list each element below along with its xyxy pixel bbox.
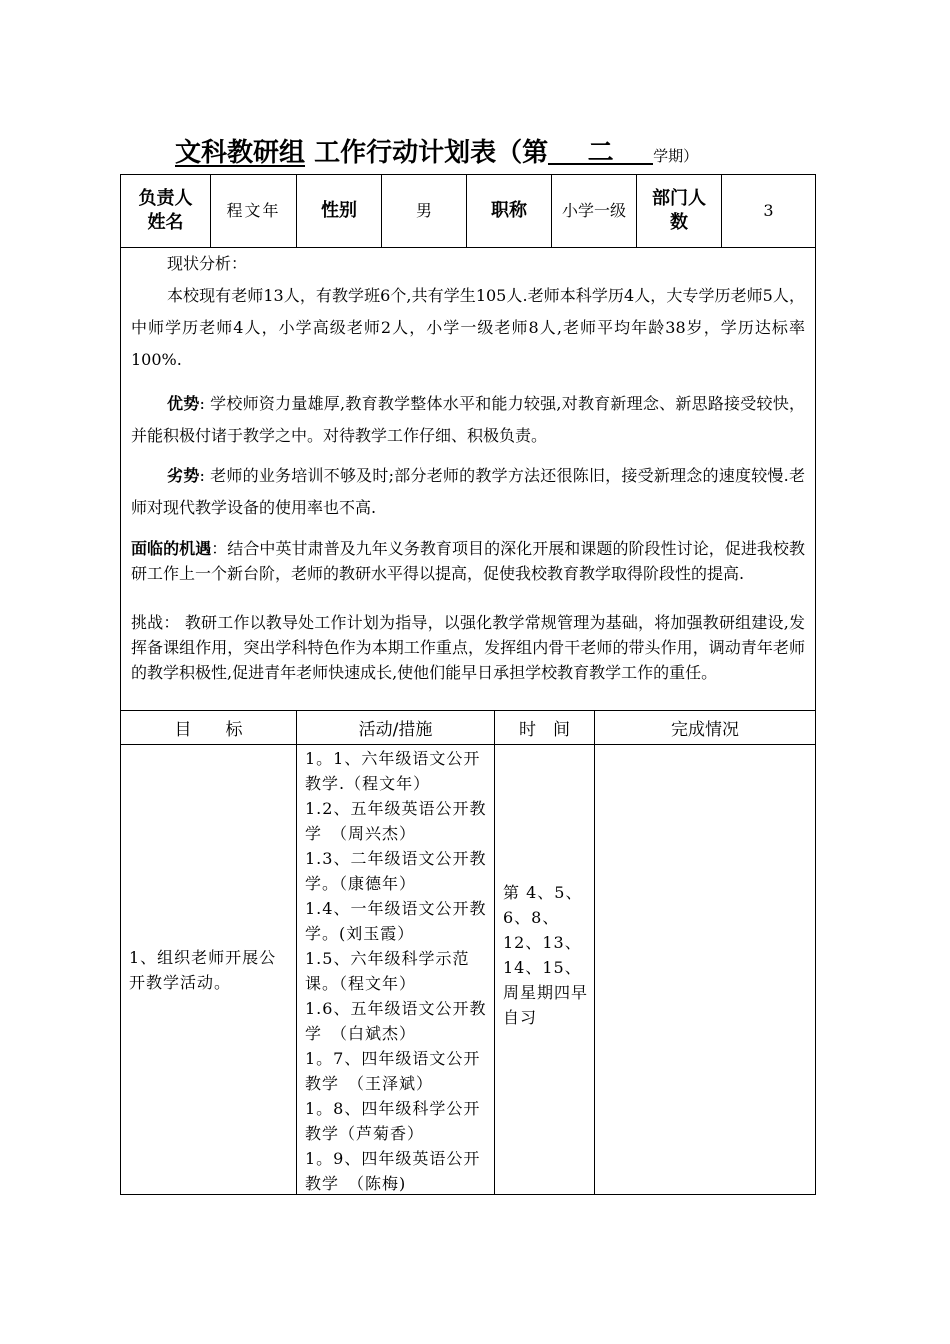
challenge-label: 挑战: [131, 613, 164, 632]
term-suffix: 学期）: [653, 147, 699, 165]
activity-item: 1.5、六年级科学示范课。（程文年）: [305, 949, 470, 993]
status-cell: [595, 745, 815, 1194]
analysis-weaknesses: 劣势: 老师的业务培训不够及时;部分老师的教学方法还很陈旧，接受新理念的速度较慢.老师对现代教学设备的使用率也不高.: [131, 466, 805, 517]
header-goal: 目 标: [174, 720, 243, 740]
divider: [494, 710, 495, 1195]
term-number: 二: [548, 133, 653, 165]
owner-label: 负责人姓名: [138, 188, 193, 233]
header-activities: 活动/措施: [358, 720, 433, 740]
table-border-right: [815, 174, 816, 1195]
analysis-overview: 本校现有老师13人，有教学班6个,共有学生105人.老师本科学历4人，大专学历老师5人，中师学历老师4人，小学高级老师2人，小学一级老师8人,老师平均年龄38岁，学历达标率100%.: [131, 286, 805, 369]
activity-item: 1。1、六年级语文公开教学.（程文年）: [305, 749, 481, 793]
strengths-label: 优势: [167, 394, 200, 413]
document-title: [175, 133, 795, 173]
gender-label: 性别: [321, 200, 357, 221]
activity-item: 1。8、四年级科学公开教学（芦菊香）: [305, 1099, 481, 1143]
group-name: 文科教研组: [175, 138, 306, 168]
gender-value: 男: [415, 201, 432, 220]
analysis-opportunity: 面临的机遇：结合中英甘肃普及九年义务教育项目的深化开展和课题的阶段性讨论，促进我校教研工作上一个新台阶，老师的教研水平得以提高，促使我校教育教学取得阶段性的提高.: [131, 539, 805, 583]
opportunity-label: 面临的机遇: [131, 539, 212, 558]
weaknesses-label: 劣势: [167, 466, 200, 485]
activities-cell: [305, 746, 491, 1196]
time-cell: 第 4、5、6、8、12、13、14、15、周星期四早自习: [503, 883, 589, 1027]
header-time: 时 间: [519, 720, 570, 740]
divider: [296, 710, 297, 1195]
analysis-strengths: 优势: 学校师资力量雄厚,教育教学整体水平和能力较强,对教育新理念、新思路接受较快，并能积极付诸于教学之中。对待教学工作仔细、积极负责。: [131, 394, 805, 445]
title-main: 工作行动计划表（第: [314, 138, 549, 168]
owner-value: 程文年: [226, 201, 281, 220]
analysis-challenge: 挑战： 教研工作以教导处工作计划为指导，以强化教学常规管理为基础，将加强教研组建设,发挥备课组作用，突出学科特色作为本期工作重点，发挥组内骨干老师的带头作用，调动青年老师的教学积极性,促进青年老师快速成长,使他们能早日承担学校教育教学工作的重任。: [131, 613, 805, 682]
title-label: 职称: [491, 200, 527, 221]
analysis-heading: 现状分析：: [167, 254, 248, 273]
activity-item: 1。7、四年级语文公开教学 （王泽斌）: [305, 1049, 481, 1093]
activity-item: 1.4、一年级语文公开教学。(刘玉霞）: [305, 899, 487, 943]
table-border-left: [120, 174, 121, 1195]
activity-item: 1.2、五年级英语公开教学 （周兴杰）: [305, 799, 487, 843]
dept-label: 部门人数: [652, 188, 706, 233]
header-status: 完成情况: [671, 720, 739, 740]
dept-value: 3: [763, 201, 774, 220]
activity-item: 1.6、五年级语文公开教学 （白斌杰）: [305, 999, 487, 1043]
activity-item: 1。9、四年级英语公开教学 （陈梅): [305, 1149, 481, 1193]
title-value: 小学一级: [562, 201, 627, 220]
activity-item: 1.3、二年级语文公开教学。（康德年）: [305, 849, 487, 893]
goal-cell: 1、组织老师开展公开教学活动。: [129, 948, 277, 992]
